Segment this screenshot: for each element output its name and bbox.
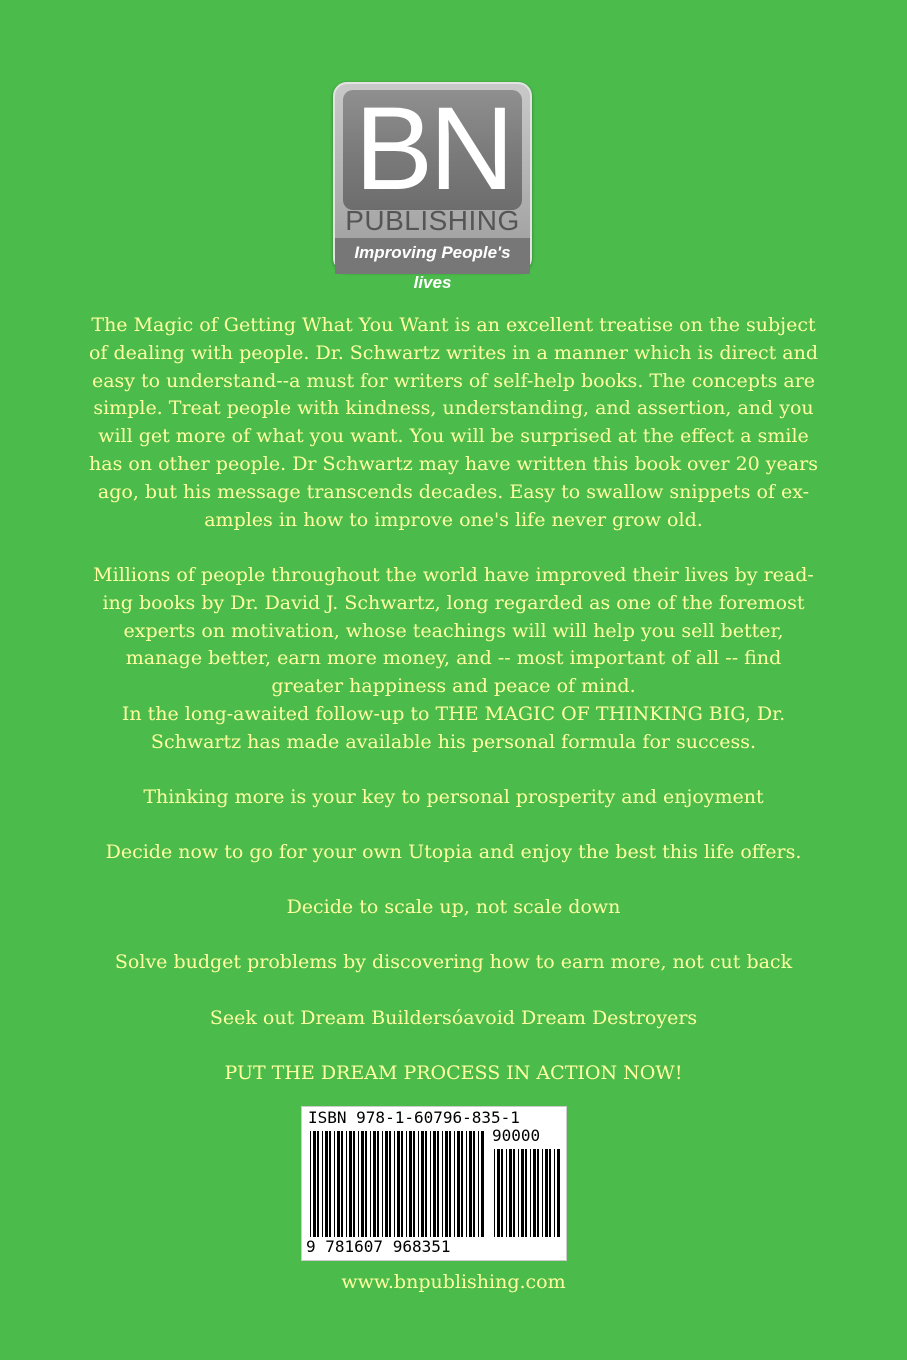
barcode-bar [518, 1149, 519, 1237]
barcode-bar [425, 1131, 427, 1237]
barcode-bar [313, 1131, 316, 1237]
barcode-bar [418, 1131, 419, 1237]
barcode-bar [370, 1131, 371, 1237]
barcode-bar [509, 1149, 512, 1237]
point-scale-up: Decide to scale up, not scale down [286, 896, 621, 918]
ean-digits: 9 781607 968351 [306, 1237, 451, 1256]
barcode-bar [361, 1131, 364, 1237]
barcode-bar [409, 1131, 412, 1237]
barcode-bar [497, 1149, 500, 1237]
barcode-bar [397, 1131, 400, 1237]
barcode-bar [506, 1149, 507, 1237]
paragraph-line: manage better, earn more money, and -- most important of all -- find [125, 647, 782, 670]
barcode-bar [385, 1131, 388, 1237]
barcode-bar [365, 1131, 367, 1237]
barcode-bar [401, 1131, 403, 1237]
logo-letters: BN [354, 83, 511, 215]
barcode-bar [473, 1131, 475, 1237]
paragraph-line: ago, but his message transcends decades. Easy to swallow snippets of ex- [97, 480, 810, 503]
barcode-bar [394, 1131, 395, 1237]
logo-letter-panel [343, 83, 522, 215]
description-paragraph-1 [55, 312, 852, 534]
barcode-bar [389, 1131, 391, 1237]
paragraph-line: greater happiness and peace of mind. [271, 675, 636, 698]
barcode-bar [466, 1131, 467, 1237]
paragraph-line: In the long-awaited follow-up to THE MAGIC OF THINKING BIG, Dr. [121, 702, 786, 725]
barcode-bar [481, 1131, 484, 1237]
barcode-bar [542, 1149, 543, 1237]
barcode-bar [349, 1131, 352, 1237]
barcode-bar [469, 1131, 472, 1237]
barcode-bar [461, 1131, 463, 1237]
paragraph-line: Millions of people throughout the world have improved their lives by read- [93, 564, 814, 586]
barcode-bar [325, 1131, 328, 1237]
barcode-bar [433, 1131, 436, 1237]
publisher-website: www.bnpublishing.com [341, 1271, 566, 1293]
barcode-bar [457, 1131, 460, 1237]
barcode-bar [454, 1131, 455, 1237]
point-prosperity: Thinking more is your key to personal prosperity and enjoyment [143, 786, 764, 808]
barcode-bar [430, 1131, 431, 1237]
price-code: 90000 [492, 1126, 541, 1145]
barcode-bar [545, 1149, 548, 1237]
barcode-bar [537, 1149, 539, 1237]
barcode-bar [445, 1131, 448, 1237]
barcode-bar [413, 1131, 415, 1237]
isbn-barcode [301, 1106, 567, 1261]
paragraph-line: Schwartz has made available his personal formula for success. [150, 730, 757, 753]
barcode-bar [549, 1149, 551, 1237]
point-budget: Solve budget problems by discovering how to earn more, not cut back [114, 951, 793, 973]
barcode-bar [353, 1131, 355, 1237]
barcode-bar [525, 1149, 527, 1237]
barcode-bar [449, 1131, 451, 1237]
barcode-bar [501, 1149, 503, 1237]
paragraph-line: amples in how to improve one's life never grow old. [204, 508, 703, 531]
barcode-bar [513, 1149, 515, 1237]
barcode-bar [530, 1149, 531, 1237]
isbn-label: ISBN 978-1-60796-835-1 [308, 1108, 520, 1127]
barcode-bar [442, 1131, 443, 1237]
point-utopia: Decide now to go for your own Utopia and enjoy the best this life offers. [105, 841, 802, 863]
barcode-bar [358, 1131, 359, 1237]
paragraph-line: has on other people. Dr Schwartz may have written this book over 20 years [89, 452, 818, 475]
logo-publisher-name: PUBLISHING [345, 205, 520, 236]
barcode-bar [377, 1131, 379, 1237]
barcode-bar [554, 1149, 555, 1237]
barcode-bar [322, 1131, 323, 1237]
paragraph-line: simple. Treat people with kindness, understanding, and assertion, and you [93, 397, 814, 420]
barcode-bar [310, 1131, 311, 1237]
barcode-bar [494, 1149, 495, 1237]
barcode-bar [521, 1149, 524, 1237]
barcode-bar [478, 1131, 479, 1237]
barcode-bar [341, 1131, 343, 1237]
barcode-bar [406, 1131, 407, 1237]
barcode-bar [421, 1131, 424, 1237]
barcode-bar [533, 1149, 536, 1237]
barcode-bar [382, 1131, 383, 1237]
barcode-bar [437, 1131, 439, 1237]
barcode-bar [317, 1131, 319, 1237]
description-paragraph-2 [55, 562, 852, 757]
paragraph-line: will get more of what you want. You will be surprised at the effect a smile [98, 425, 809, 448]
barcode-bar [557, 1149, 560, 1237]
barcode-bar [373, 1131, 376, 1237]
paragraph-line: ing books by Dr. David J. Schwartz, long regarded as one of the foremost [102, 591, 805, 614]
barcode-bar [329, 1131, 331, 1237]
paragraph-line: of dealing with people. Dr. Schwartz writes in a manner which is direct and [88, 341, 819, 364]
paragraph-line: easy to understand--a must for writers of self-help books. The concepts are [91, 369, 816, 392]
point-call-to-action: PUT THE DREAM PROCESS IN ACTION NOW! [224, 1062, 683, 1084]
barcode-bar [346, 1131, 347, 1237]
point-dream-builders: Seek out Dream Buildersóavoid Dream Destroyers [209, 1007, 698, 1029]
paragraph-line: The Magic of Getting What You Want is an excellent treatise on the subject [91, 314, 816, 336]
barcode-bar [337, 1131, 340, 1237]
barcode-bar [334, 1131, 335, 1237]
paragraph-line: experts on motivation, whose teachings will will help you sell better, [123, 619, 784, 642]
bn-publishing-logo [333, 82, 532, 292]
logo-tagline: Improving People's lives [335, 238, 530, 274]
